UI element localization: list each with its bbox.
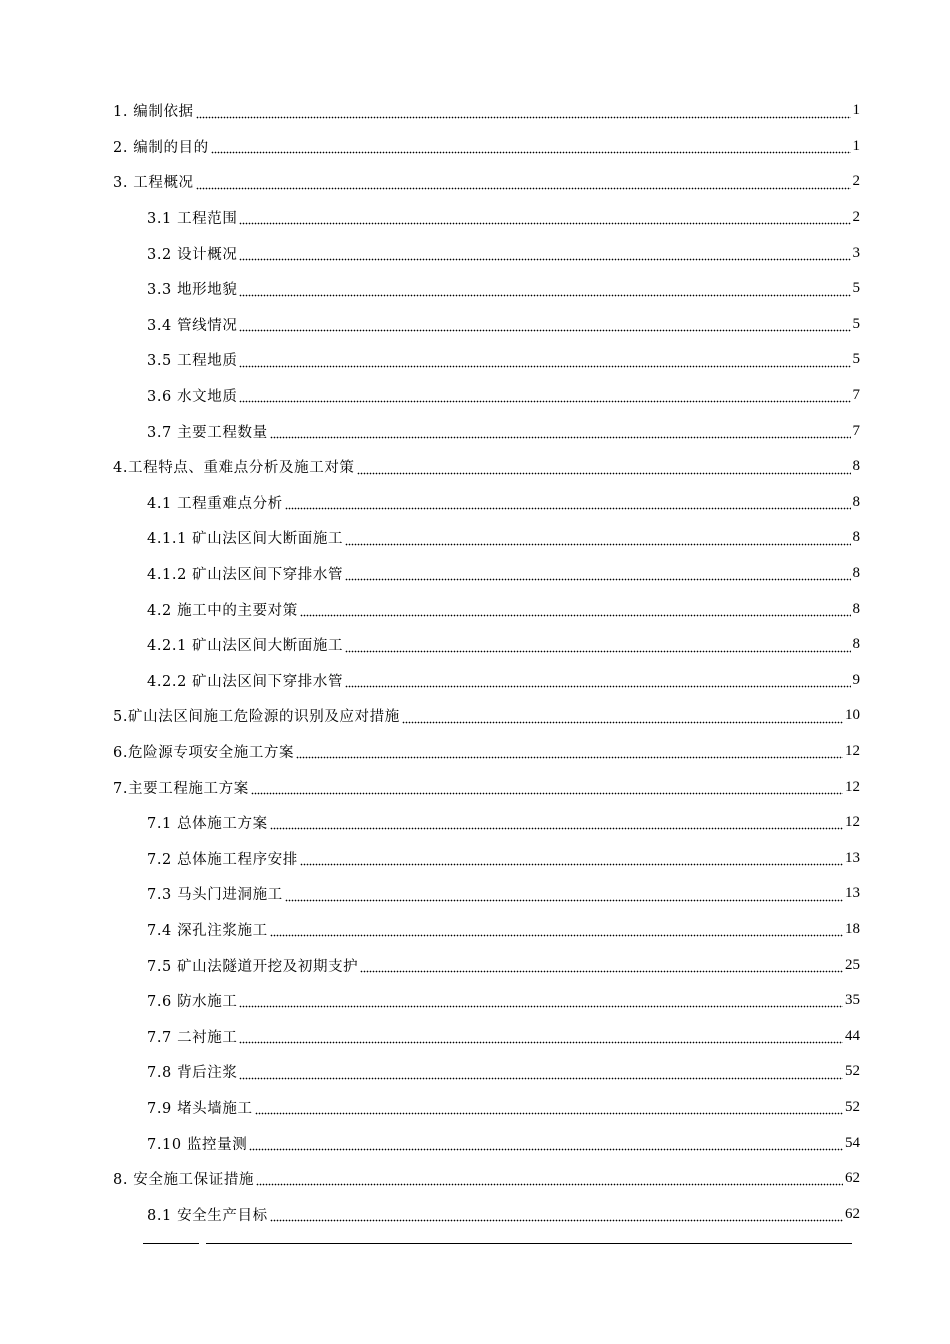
toc-entry-title: 4.2.2 矿山法区间下穿排水管 — [147, 670, 344, 691]
toc-entry[interactable] — [0, 164, 950, 200]
toc-entry-title: 7.10 监控量测 — [147, 1133, 248, 1154]
toc-entry-title: 4.工程特点、重难点分析及施工对策 — [113, 456, 356, 477]
toc-dot-leader — [239, 1066, 843, 1080]
toc-entry-title: 3.2 设计概况 — [147, 243, 238, 264]
toc-dot-leader — [296, 745, 843, 759]
toc-entry[interactable] — [0, 413, 950, 449]
toc-entry-title: 7.3 马头门进洞施工 — [147, 883, 284, 904]
toc-entry-page-number: 7 — [852, 422, 860, 439]
footer-rule-long — [206, 1243, 852, 1244]
toc-entry[interactable] — [0, 876, 950, 912]
toc-entry-title: 7.5 矿山法隧道开挖及初期支护 — [147, 955, 359, 976]
toc-entry[interactable] — [0, 947, 950, 983]
toc-entry-page-number: 10 — [845, 707, 860, 724]
toc-entry-title: 2. 编制的目的 — [113, 136, 210, 157]
toc-entry-page-number: 8 — [852, 565, 860, 582]
toc-entry[interactable] — [0, 698, 950, 734]
toc-dot-leader — [357, 461, 851, 475]
toc-dot-leader — [402, 710, 843, 724]
toc-entry-title: 7.1 总体施工方案 — [147, 812, 269, 833]
toc-entry-page-number: 3 — [852, 244, 860, 261]
toc-entry-title: 7.主要工程施工方案 — [113, 777, 250, 798]
toc-entry-title: 7.4 深孔注浆施工 — [147, 919, 269, 940]
toc-entry-page-number: 8 — [852, 636, 860, 653]
toc-dot-leader — [285, 888, 843, 902]
toc-dot-leader — [345, 674, 850, 688]
toc-entry[interactable] — [0, 342, 950, 378]
toc-entry-title: 4.1.2 矿山法区间下穿排水管 — [147, 563, 344, 584]
toc-entry-page-number: 62 — [845, 1170, 860, 1187]
toc-entry-page-number: 1 — [852, 102, 860, 119]
toc-entry[interactable] — [0, 1161, 950, 1197]
toc-entry[interactable] — [0, 271, 950, 307]
toc-dot-leader — [211, 140, 851, 154]
toc-entry-page-number: 12 — [845, 778, 860, 795]
toc-dot-leader — [239, 283, 850, 297]
toc-entry[interactable] — [0, 840, 950, 876]
toc-entry-page-number: 52 — [845, 1098, 860, 1115]
toc-dot-leader — [345, 532, 850, 546]
toc-entry-title: 7.8 背后注浆 — [147, 1061, 238, 1082]
toc-entry-title: 6.危险源专项安全施工方案 — [113, 741, 295, 762]
toc-entry[interactable] — [0, 769, 950, 805]
toc-entry-title: 7.6 防水施工 — [147, 990, 238, 1011]
toc-dot-leader — [255, 1101, 843, 1115]
toc-entry[interactable] — [0, 627, 950, 663]
toc-entry-page-number: 7 — [852, 387, 860, 404]
toc-dot-leader — [239, 354, 850, 368]
toc-entry-page-number: 35 — [845, 992, 860, 1009]
toc-entry-page-number: 9 — [852, 671, 860, 688]
toc-dot-leader — [239, 389, 850, 403]
toc-entry-title: 7.7 二衬施工 — [147, 1026, 238, 1047]
toc-dot-leader — [345, 639, 850, 653]
toc-entry[interactable] — [0, 200, 950, 236]
toc-entry-page-number: 8 — [852, 493, 860, 510]
toc-entry[interactable] — [0, 1196, 950, 1232]
toc-entry-page-number: 2 — [852, 209, 860, 226]
toc-dot-leader — [300, 852, 843, 866]
toc-entry-title: 4.1 工程重难点分析 — [147, 492, 284, 513]
toc-entry-page-number: 13 — [845, 885, 860, 902]
toc-entry[interactable] — [0, 1054, 950, 1090]
toc-entry[interactable] — [0, 912, 950, 948]
toc-entry[interactable] — [0, 520, 950, 556]
toc-entry-page-number: 25 — [845, 956, 860, 973]
toc-dot-leader — [196, 176, 851, 190]
toc-entry[interactable] — [0, 93, 950, 129]
toc-entry-page-number: 5 — [852, 280, 860, 297]
toc-dot-leader — [256, 1172, 843, 1186]
toc-entry-page-number: 12 — [845, 742, 860, 759]
toc-dot-leader — [249, 1137, 843, 1151]
toc-entry[interactable] — [0, 805, 950, 841]
toc-dot-leader — [270, 816, 843, 830]
toc-entry-title: 4.1.1 矿山法区间大断面施工 — [147, 527, 344, 548]
toc-entry-page-number: 2 — [852, 173, 860, 190]
toc-entry-title: 8. 安全施工保证措施 — [113, 1168, 255, 1189]
toc-entry-title: 3.7 主要工程数量 — [147, 421, 269, 442]
toc-entry[interactable] — [0, 1090, 950, 1126]
toc-entry-title: 7.2 总体施工程序安排 — [147, 848, 299, 869]
footer-rule-short — [143, 1243, 199, 1244]
toc-dot-leader — [239, 1030, 843, 1044]
toc-entry-title: 1. 编制依据 — [113, 100, 195, 121]
toc-entry-title: 8.1 安全生产目标 — [147, 1204, 269, 1225]
toc-dot-leader — [251, 781, 843, 795]
toc-dot-leader — [239, 318, 850, 332]
toc-entry-title: 3.3 地形地貌 — [147, 278, 238, 299]
toc-entry-page-number: 54 — [845, 1134, 860, 1151]
toc-dot-leader — [239, 247, 850, 261]
toc-dot-leader — [360, 959, 843, 973]
toc-entry-title: 3.5 工程地质 — [147, 349, 238, 370]
toc-entry-page-number: 5 — [852, 351, 860, 368]
toc-entry-page-number: 8 — [852, 529, 860, 546]
toc-entry-page-number: 18 — [845, 920, 860, 937]
toc-entry[interactable] — [0, 485, 950, 521]
toc-entry[interactable] — [0, 129, 950, 165]
toc-dot-leader — [270, 425, 851, 439]
toc-dot-leader — [270, 1208, 843, 1222]
toc-entry-page-number: 44 — [845, 1027, 860, 1044]
toc-entry[interactable] — [0, 663, 950, 699]
toc-entry[interactable] — [0, 235, 950, 271]
toc-entry[interactable] — [0, 307, 950, 343]
toc-entry[interactable] — [0, 449, 950, 485]
toc-entry[interactable] — [0, 1125, 950, 1161]
toc-entry-title: 3.4 管线情况 — [147, 314, 238, 335]
toc-dot-leader — [239, 211, 850, 225]
toc-entry-title: 7.9 堵头墙施工 — [147, 1097, 254, 1118]
toc-entry[interactable] — [0, 734, 950, 770]
toc-dot-leader — [345, 567, 850, 581]
toc-entry-title: 5.矿山法区间施工危险源的识别及应对措施 — [113, 705, 401, 726]
toc-entry-title: 3.1 工程范围 — [147, 207, 238, 228]
toc-dot-leader — [239, 994, 843, 1008]
toc-entry[interactable] — [0, 378, 950, 414]
toc-dot-leader — [300, 603, 851, 617]
toc-entry-page-number: 12 — [845, 814, 860, 831]
toc-entry-title: 3.6 水文地质 — [147, 385, 238, 406]
toc-entry-title: 4.2 施工中的主要对策 — [147, 599, 299, 620]
toc-entry[interactable] — [0, 591, 950, 627]
toc-entry-page-number: 8 — [852, 458, 860, 475]
toc-entry-page-number: 13 — [845, 849, 860, 866]
toc-entry-page-number: 5 — [852, 315, 860, 332]
toc-entry-page-number: 8 — [852, 600, 860, 617]
toc-entry[interactable] — [0, 983, 950, 1019]
toc-dot-leader — [270, 923, 843, 937]
toc-entry[interactable] — [0, 556, 950, 592]
toc-entry-page-number: 1 — [852, 137, 860, 154]
toc-entry-page-number: 52 — [845, 1063, 860, 1080]
toc-entry-title: 3. 工程概况 — [113, 171, 195, 192]
toc-entry[interactable] — [0, 1018, 950, 1054]
toc-entry-title: 4.2.1 矿山法区间大断面施工 — [147, 634, 344, 655]
toc-entry-page-number: 62 — [845, 1205, 860, 1222]
table-of-contents — [0, 93, 950, 1232]
toc-dot-leader — [285, 496, 851, 510]
toc-dot-leader — [196, 105, 851, 119]
